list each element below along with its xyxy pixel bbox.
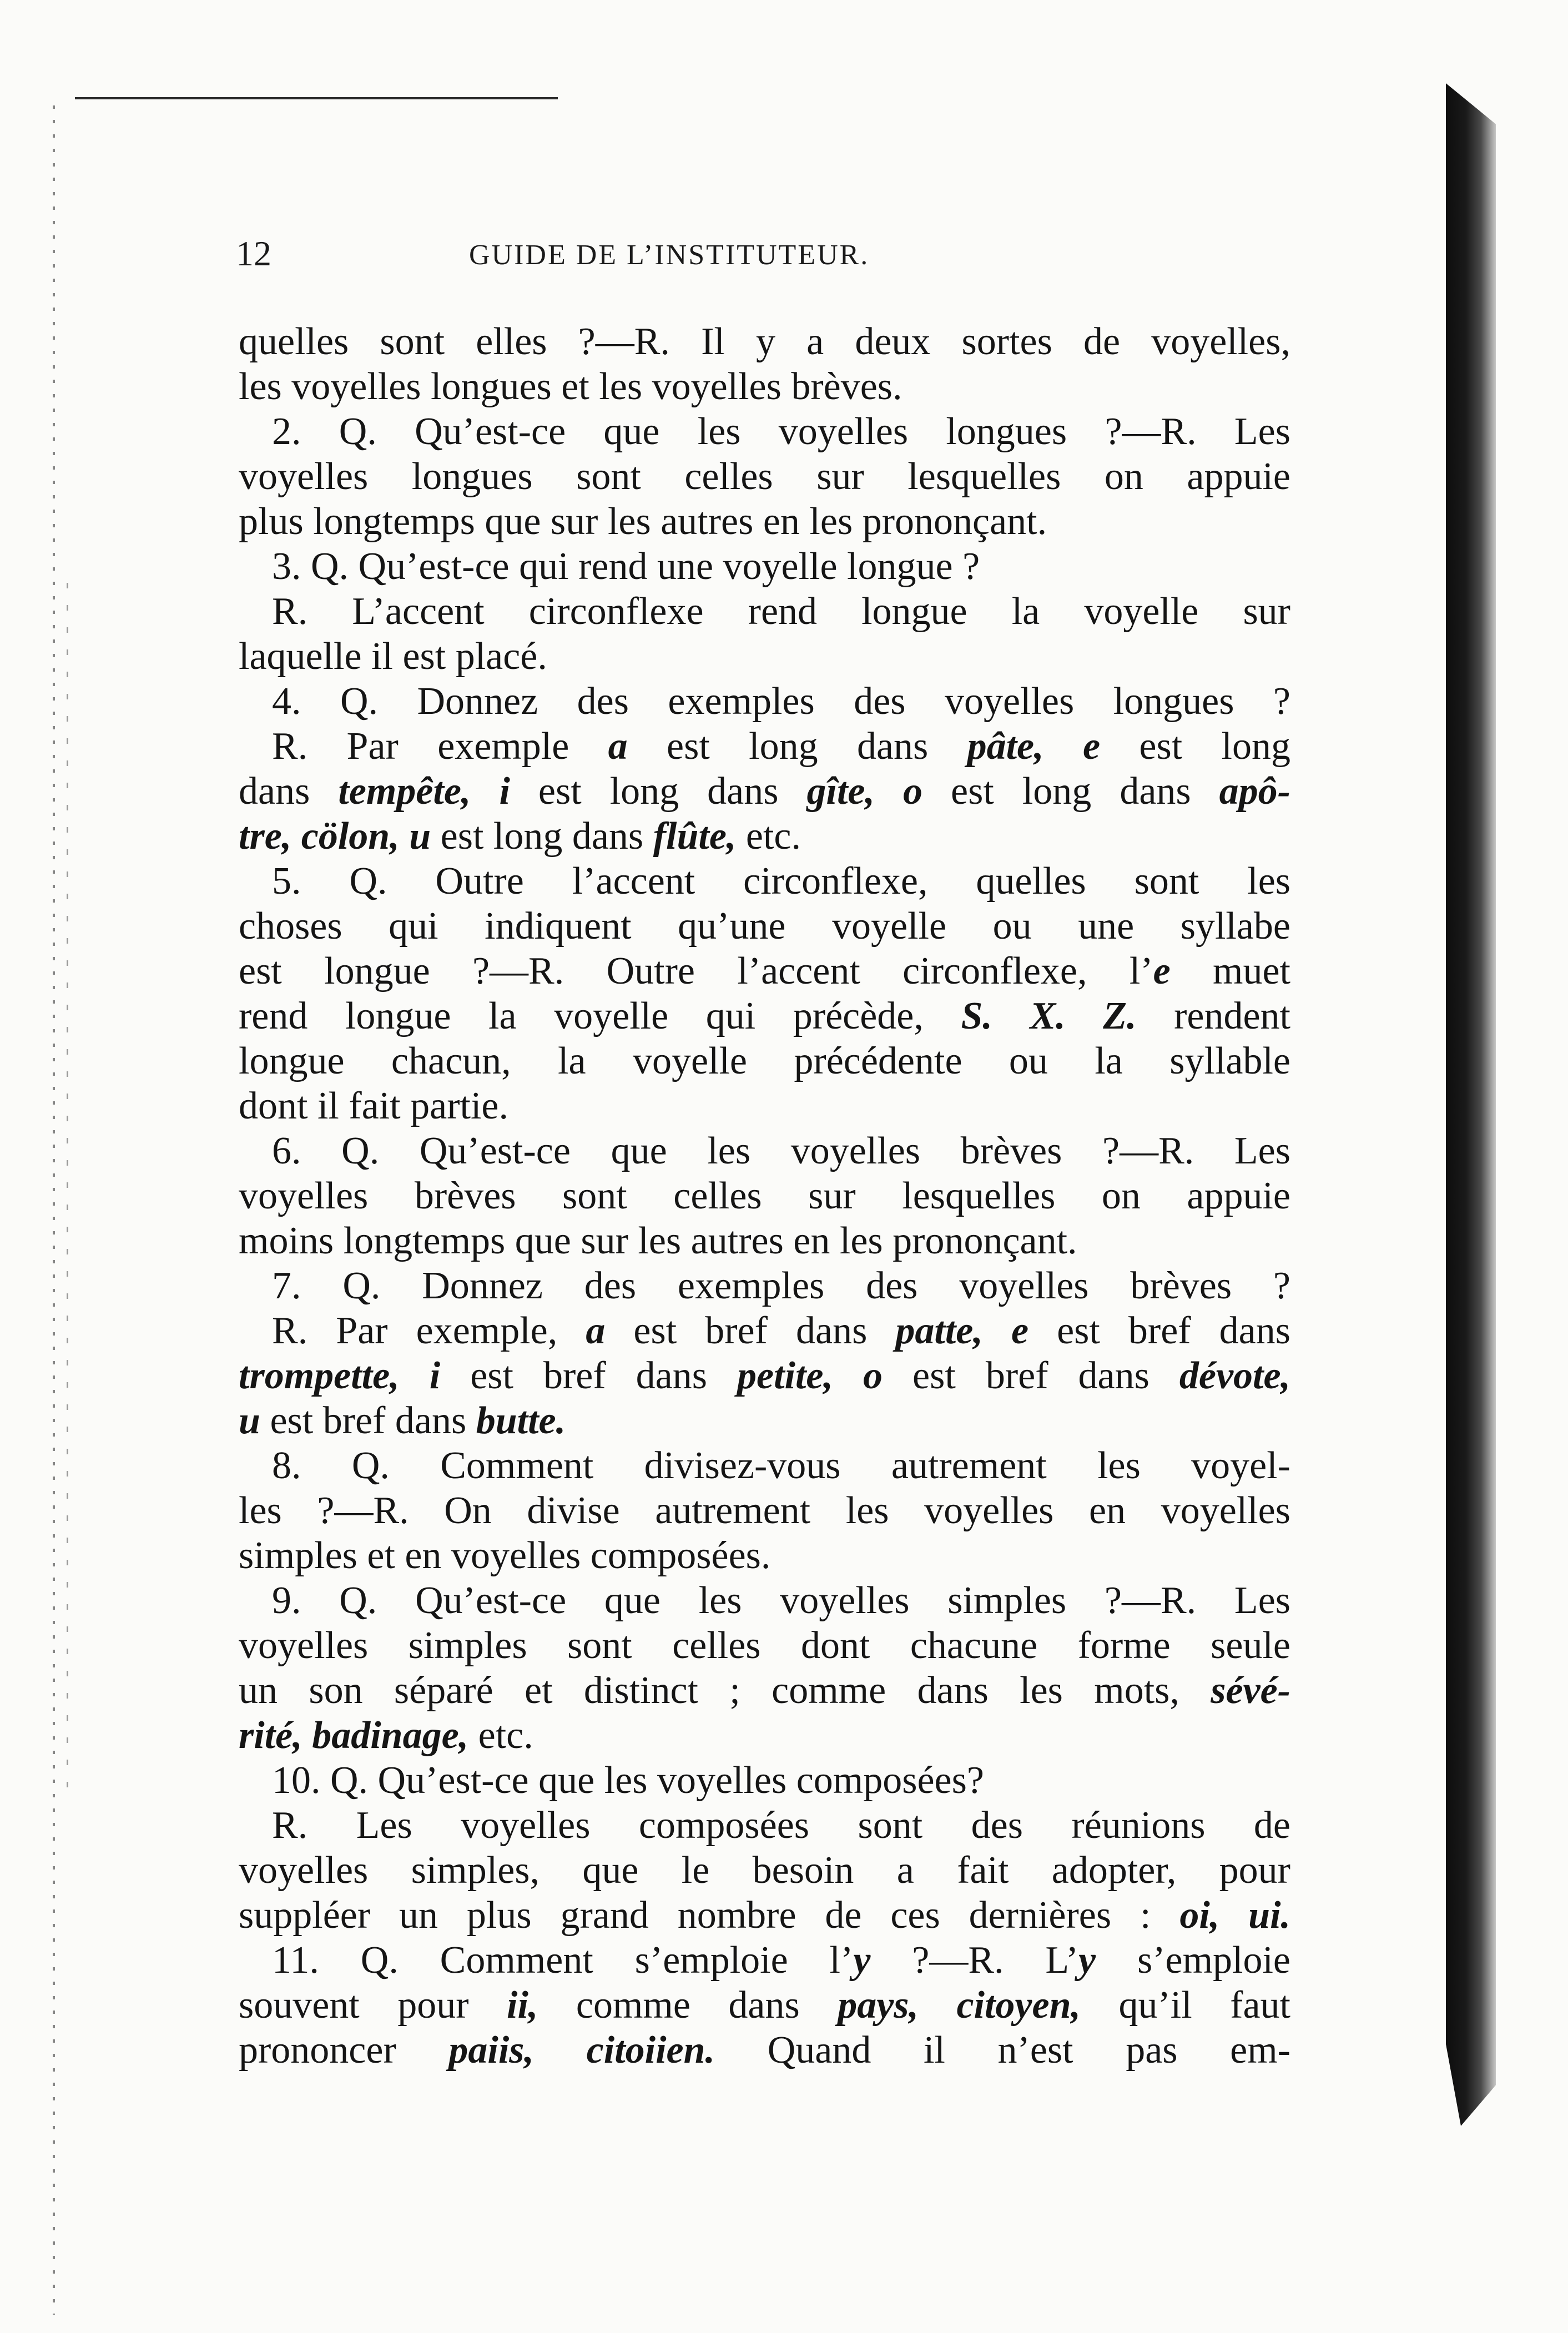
text-segment: s’emploie bbox=[1096, 1939, 1291, 1982]
text-segment: longue chacun, la voyelle précédente ou la syllable bbox=[239, 1040, 1290, 1082]
italic-segment: y bbox=[853, 1939, 871, 1982]
italic-segment: tempête, bbox=[338, 770, 471, 813]
text-segment: suppléer un plus grand nombre de ces dernières : bbox=[239, 1894, 1180, 1937]
text-segment: prononcer bbox=[239, 2029, 449, 2072]
text-segment: est long bbox=[1100, 725, 1290, 768]
text-segment: voyelles simples, que le besoin a fait adopter, pour bbox=[239, 1849, 1290, 1892]
text-segment: voyelles brèves sont celles sur lesquelles on appuie bbox=[239, 1175, 1290, 1217]
italic-segment: y bbox=[1078, 1939, 1096, 1982]
text-line bbox=[239, 1353, 1290, 1398]
text-line bbox=[239, 634, 1290, 679]
text-line bbox=[239, 364, 1290, 409]
italic-segment: butte. bbox=[476, 1399, 566, 1442]
text-line bbox=[239, 589, 1290, 634]
text-line bbox=[239, 1084, 1290, 1128]
italic-segment: i bbox=[429, 1354, 441, 1397]
text-segment: R. L’accent circonflexe rend longue la voyelle sur bbox=[272, 590, 1290, 633]
italic-segment: flûte, bbox=[653, 815, 737, 858]
text-segment: les ?—R. On divise autrement les voyelles en voyelles bbox=[239, 1489, 1290, 1532]
text-segment: 6. Q. Qu’est-ce que les voyelles brèves ?—R. Les bbox=[272, 1130, 1290, 1172]
running-title: GUIDE DE L’INSTITUTEUR. bbox=[469, 239, 870, 271]
text-line bbox=[239, 1398, 1290, 1443]
text-line bbox=[239, 409, 1290, 454]
text-segment bbox=[833, 1354, 863, 1397]
text-line bbox=[239, 949, 1290, 994]
text-segment: R. Les voyelles composées sont des réunions de bbox=[272, 1804, 1290, 1847]
text-segment: 7. Q. Donnez des exemples des voyelles brèves ? bbox=[272, 1264, 1290, 1307]
italic-segment: oi, ui. bbox=[1179, 1894, 1291, 1937]
text-line bbox=[239, 1488, 1290, 1533]
text-segment: R. Par exemple, bbox=[272, 1309, 586, 1352]
text-line bbox=[239, 769, 1290, 814]
italic-segment: pays, citoyen, bbox=[838, 1984, 1081, 2027]
italic-segment: dévote, bbox=[1179, 1354, 1291, 1397]
text-line bbox=[239, 1983, 1290, 2028]
italic-segment: patte, bbox=[895, 1309, 983, 1352]
italic-segment: ii, bbox=[507, 1984, 538, 2027]
left-margin-marks bbox=[53, 105, 55, 2315]
top-rule bbox=[75, 97, 558, 99]
text-line bbox=[239, 1039, 1290, 1084]
text-line bbox=[239, 1938, 1290, 1983]
text-segment: rend longue la voyelle qui précède, bbox=[239, 995, 961, 1037]
italic-segment: petite, bbox=[737, 1354, 833, 1397]
text-line bbox=[239, 1623, 1290, 1668]
text-line bbox=[239, 994, 1290, 1039]
page-edge-shadow bbox=[1446, 83, 1496, 2126]
italic-segment: e bbox=[1083, 725, 1101, 768]
italic-segment: trompette, bbox=[239, 1354, 400, 1397]
text-segment: est bref dans bbox=[883, 1354, 1179, 1397]
text-line bbox=[239, 1533, 1290, 1578]
text-segment: Quand il n’est pas em- bbox=[715, 2029, 1291, 2072]
text-segment: est bref dans bbox=[440, 1354, 738, 1397]
text-segment: voyelles simples sont celles dont chacune forme seule bbox=[239, 1624, 1290, 1667]
italic-segment: u bbox=[409, 815, 431, 858]
italic-segment: u bbox=[239, 1399, 260, 1442]
text-line bbox=[239, 1758, 1290, 1803]
text-segment: ?—R. L’ bbox=[870, 1939, 1079, 1982]
text-segment: un son séparé et distinct ; comme dans les mots, bbox=[239, 1669, 1211, 1712]
text-segment bbox=[471, 770, 499, 813]
text-segment: etc. bbox=[468, 1714, 533, 1757]
text-line bbox=[239, 679, 1290, 724]
text-line bbox=[239, 1218, 1290, 1263]
text-segment: souvent pour bbox=[239, 1984, 507, 2027]
text-line bbox=[239, 1578, 1290, 1623]
italic-segment: a bbox=[608, 725, 628, 768]
text-line bbox=[239, 1308, 1290, 1353]
italic-segment: tre, cölon, bbox=[239, 815, 400, 858]
text-segment: 10. Q. Qu’est-ce que les voyelles composées? bbox=[272, 1759, 984, 1802]
text-segment: rendent bbox=[1136, 995, 1290, 1037]
running-head bbox=[236, 233, 1013, 278]
text-segment bbox=[875, 770, 903, 813]
text-segment: 8. Q. Comment divisez-vous autrement les voyel- bbox=[272, 1444, 1290, 1487]
italic-segment: e bbox=[1153, 950, 1171, 992]
text-line bbox=[239, 1128, 1290, 1173]
text-segment: est bref dans bbox=[605, 1309, 896, 1352]
text-line bbox=[239, 1443, 1290, 1488]
text-segment: est bref dans bbox=[1028, 1309, 1290, 1352]
italic-segment: paiis, citoiien. bbox=[448, 2029, 715, 2072]
text-line bbox=[239, 814, 1290, 859]
text-segment bbox=[400, 1354, 430, 1397]
text-line bbox=[239, 1893, 1290, 1938]
text-segment: 5. Q. Outre l’accent circonflexe, quelles sont les bbox=[272, 860, 1290, 903]
text-segment: qu’il faut bbox=[1081, 1984, 1290, 2027]
text-segment: dans bbox=[239, 770, 339, 813]
page-number: 12 bbox=[236, 234, 271, 273]
italic-segment: gîte, bbox=[806, 770, 875, 813]
left-margin-marks-2 bbox=[67, 583, 68, 1804]
text-segment: choses qui indiquent qu’une voyelle ou une syllabe bbox=[239, 905, 1290, 948]
text-segment: simples et en voyelles composées. bbox=[239, 1534, 771, 1577]
text-line bbox=[239, 2028, 1290, 2073]
text-segment: est long dans bbox=[431, 815, 653, 858]
text-segment bbox=[1044, 725, 1083, 768]
text-segment bbox=[983, 1309, 1011, 1352]
italic-segment: rité, badinage, bbox=[239, 1714, 469, 1757]
italic-segment: i bbox=[499, 770, 510, 813]
body-text bbox=[239, 319, 1290, 2073]
text-line bbox=[239, 1848, 1290, 1893]
text-line bbox=[239, 499, 1290, 544]
text-segment: muet bbox=[1170, 950, 1291, 992]
text-line bbox=[239, 1713, 1290, 1758]
text-segment: voyelles longues sont celles sur lesquelles on appuie bbox=[239, 455, 1290, 498]
text-segment: moins longtemps que sur les autres en les prononçant. bbox=[239, 1220, 1077, 1262]
text-segment: 9. Q. Qu’est-ce que les voyelles simples ?—R. Les bbox=[272, 1579, 1290, 1622]
text-segment: plus longtemps que sur les autres en les prononçant. bbox=[239, 500, 1047, 543]
text-line bbox=[239, 1668, 1290, 1713]
text-segment: est long dans bbox=[627, 725, 967, 768]
text-segment: est long dans bbox=[922, 770, 1219, 813]
text-segment: les voyelles longues et les voyelles brèves. bbox=[239, 365, 903, 408]
text-segment: 2. Q. Qu’est-ce que les voyelles longues ?—R. Les bbox=[272, 410, 1290, 453]
text-segment: 11. Q. Comment s’emploie l’ bbox=[272, 1939, 854, 1982]
italic-segment: S. X. Z. bbox=[961, 995, 1137, 1037]
text-segment: 4. Q. Donnez des exemples des voyelles longues ? bbox=[272, 680, 1290, 723]
text-line bbox=[239, 1803, 1290, 1848]
text-line bbox=[239, 904, 1290, 949]
text-segment: etc. bbox=[736, 815, 801, 858]
text-segment: quelles sont elles ?—R. Il y a deux sortes de voyelles, bbox=[239, 320, 1290, 363]
text-line bbox=[239, 319, 1290, 364]
text-segment: laquelle il est placé. bbox=[239, 635, 547, 678]
text-segment: est bref dans bbox=[260, 1399, 476, 1442]
text-line bbox=[239, 454, 1290, 499]
text-segment bbox=[400, 815, 410, 858]
italic-segment: sévé- bbox=[1211, 1669, 1290, 1712]
italic-segment: o bbox=[903, 770, 923, 813]
text-line bbox=[239, 1263, 1290, 1308]
text-line bbox=[239, 859, 1290, 904]
text-segment: comme dans bbox=[538, 1984, 838, 2027]
text-line bbox=[239, 544, 1290, 589]
italic-segment: apô- bbox=[1219, 770, 1290, 813]
text-segment: 3. Q. Qu’est-ce qui rend une voyelle longue ? bbox=[272, 545, 980, 588]
text-segment: est long dans bbox=[510, 770, 807, 813]
italic-segment: pâte, bbox=[967, 725, 1044, 768]
text-line bbox=[239, 1173, 1290, 1218]
italic-segment: a bbox=[586, 1309, 606, 1352]
italic-segment: o bbox=[863, 1354, 883, 1397]
italic-segment: e bbox=[1011, 1309, 1029, 1352]
text-line bbox=[239, 724, 1290, 769]
text-segment: dont il fait partie. bbox=[239, 1085, 508, 1127]
text-segment: est longue ?—R. Outre l’accent circonflexe, l’ bbox=[239, 950, 1153, 992]
text-segment: R. Par exemple bbox=[272, 725, 608, 768]
